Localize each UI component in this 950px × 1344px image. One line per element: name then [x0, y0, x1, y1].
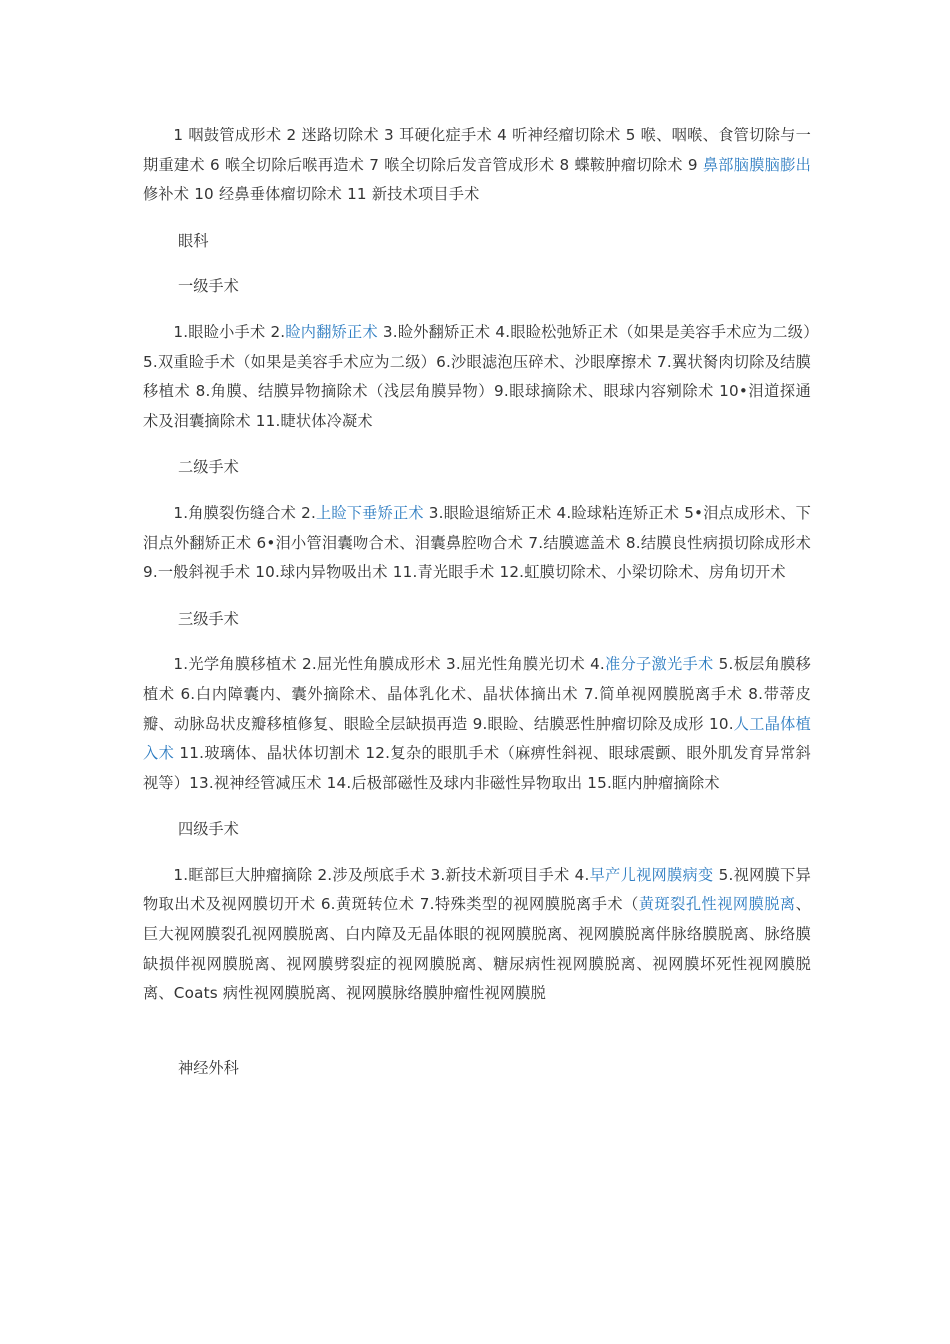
text-run: 1.角膜裂伤缝合术 2. — [173, 503, 316, 522]
paragraph-level3-procedures — [143, 650, 811, 798]
paragraph-level1-procedures — [143, 318, 811, 436]
section-heading-level3: 三级手术 — [178, 609, 239, 628]
document-body — [143, 121, 811, 1083]
paragraph-level2-procedures — [143, 499, 811, 588]
text-run: 11.玻璃体、晶状体切割术 12.复杂的眼肌手术（麻痹性斜视、眼球震颤、眼外肌发育异常斜视等）13.视神经管减压术 14.后极部磁性及球内非磁性异物取出 15.眶内肿瘤摘除术 — [143, 744, 811, 792]
text-run: 修补术 10 经鼻垂体瘤切除术 11 新技术项目手术 — [143, 185, 480, 204]
link-entropion-correction[interactable]: 睑内翻矫正术 — [285, 322, 378, 341]
section-heading-ophthalmology: 眼科 — [178, 231, 209, 250]
text-run: 3.睑外翻矫正术 4.眼睑松弛矫正术（如果是美容手术应为二级）5.双重睑手术（如果是美容手术应为二级）6.沙眼滤泡压碎术、沙眼摩擦术 7.翼状胬肉切除及结膜移植术 8.角膜、结膜异物摘除术（浅层角膜异物）9.眼球摘除术、眼球内容剜除术 10•泪道探通术及泪囊摘除术 11.睫状体冷凝术 — [143, 322, 812, 430]
text-run: 5.板层角膜移植术 6.白内障囊内、囊外摘除术、晶体乳化术、晶状体摘出术 7.简单视网膜脱离手术 8.带蒂皮瓣、动脉岛状皮瓣移植修复、眼睑全层缺损再造 9.眼睑、结膜恶性肿瘤切除及成形 10. — [143, 655, 811, 733]
link-excimer-laser-surgery[interactable]: 准分子激光手术 — [604, 655, 714, 674]
link-macular-hole-detachment[interactable]: 黄斑裂孔性视网膜脱离 — [638, 895, 796, 914]
link-iol-implantation[interactable]: 人工晶体植入术 — [143, 714, 811, 763]
text-run: 3.眼睑退缩矫正术 4.睑球粘连矫正术 5•泪点成形术、下泪点外翻矫正术 6•泪小管泪囊吻合术、泪囊鼻腔吻合术 7.结膜遮盖术 8.结膜良性病损切除成形术 9.一般斜视手术 10.球内异物吸出术 11.青光眼手术 12.虹膜切除术、小梁切除术、房角切开术 — [143, 503, 811, 582]
text-run: 5.视网膜下异物取出术及视网膜切开术 6.黄斑转位术 7.特殊类型的视网膜脱离手术（ — [143, 865, 812, 914]
link-nasal-meningoencephalocele[interactable]: 鼻部脑膜脑膨出 — [702, 155, 812, 174]
paragraph-ent-procedures — [143, 121, 811, 210]
section-heading-level4: 四级手术 — [178, 820, 239, 839]
section-heading-level2: 二级手术 — [178, 458, 239, 477]
link-ptosis-correction[interactable]: 上睑下垂矫正术 — [315, 503, 424, 522]
text-run: 1 咽鼓管成形术 2 迷路切除术 3 耳硬化症手术 4 听神经瘤切除术 5 喉、咽喉、食管切除与一期重建术 6 喉全切除后喉再造术 7 喉全切除后发音管成形术 8 蝶鞍肿瘤切除术 9 — [143, 126, 811, 174]
section-heading-level1: 一级手术 — [178, 277, 239, 296]
text-run: 1.光学角膜移植术 2.屈光性角膜成形术 3.屈光性角膜光切术 4. — [173, 655, 605, 674]
text-run: 1.眶部巨大肿瘤摘除 2.涉及颅底手术 3.新技术新项目手术 4. — [173, 865, 590, 884]
section-heading-neurosurgery: 神经外科 — [178, 1058, 239, 1077]
paragraph-level4-procedures — [143, 861, 811, 1009]
text-run: 、巨大视网膜裂孔视网膜脱离、白内障及无晶体眼的视网膜脱离、视网膜脱离伴脉络膜脱离、脉络膜缺损伴视网膜脱离、视网膜劈裂症的视网膜脱离、糖尿病性视网膜脱离、视网膜坏死性视网膜脱离、Coats 病性视网膜脱离、视网膜脉络膜肿瘤性视网膜脱 — [143, 895, 812, 1003]
link-retinopathy-of-prematurity[interactable]: 早产儿视网膜病变 — [589, 865, 714, 884]
text-run: 1.眼睑小手术 2. — [173, 322, 286, 341]
